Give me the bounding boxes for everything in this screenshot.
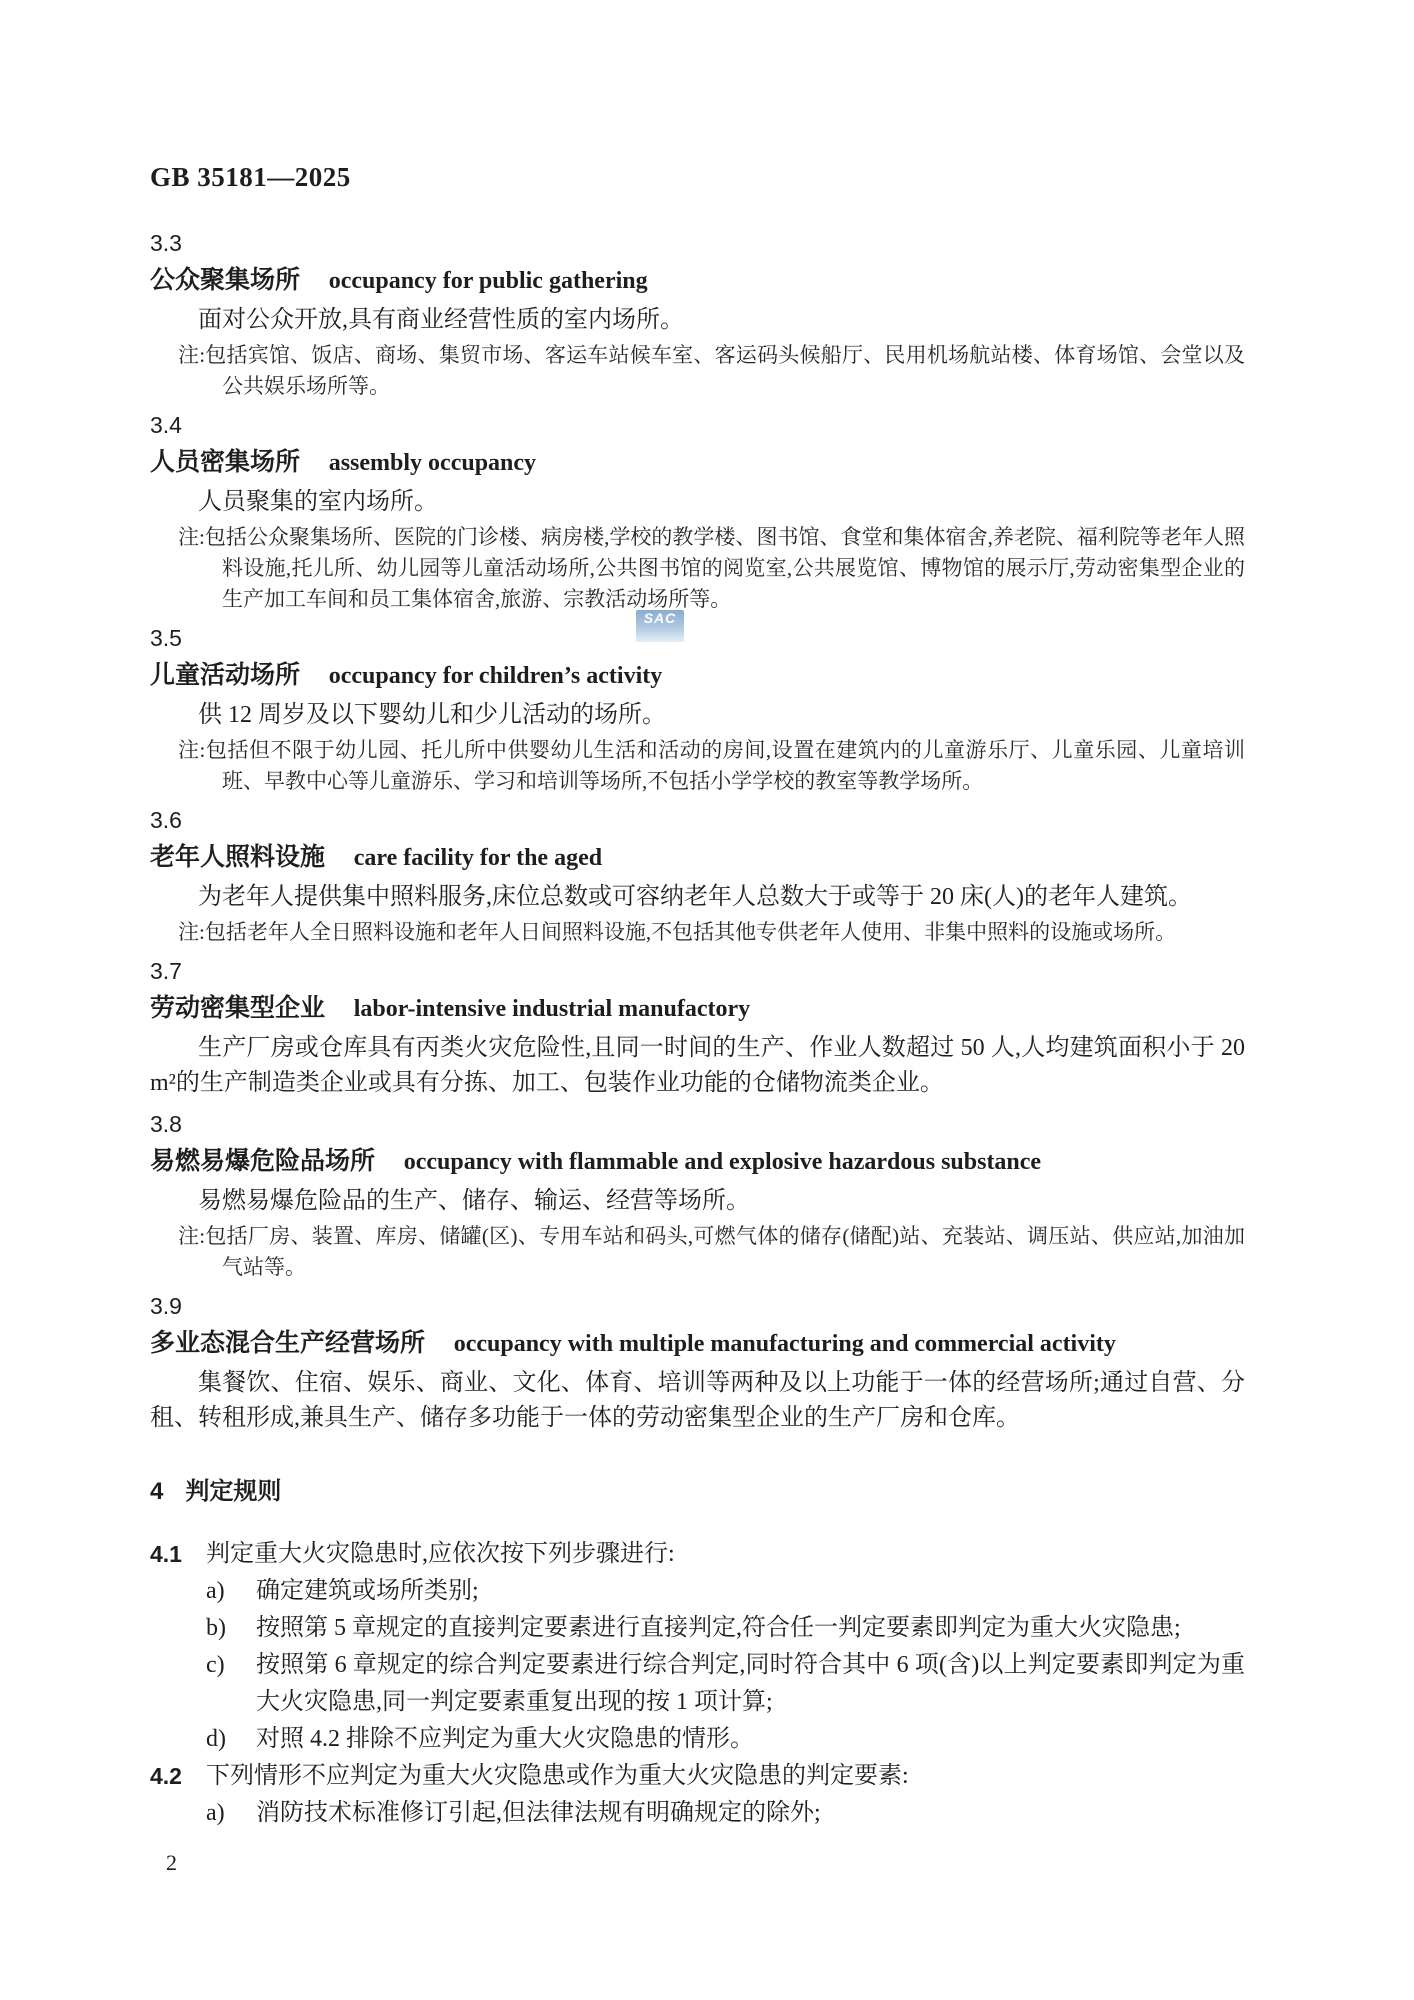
chapter-4-heading (150, 1474, 1245, 1510)
item-label: d) (206, 1726, 226, 1752)
clause-number: 4.1 (150, 1541, 182, 1567)
term-3-3 (150, 226, 1245, 402)
term-3-8 (150, 1107, 1245, 1283)
terms-section (150, 226, 1245, 1436)
item-text: 按照第 5 章规定的直接判定要素进行直接判定,符合任一判定要素即判定为重大火灾隐患; (256, 1615, 1181, 1641)
chapter-number: 4 (150, 1478, 164, 1505)
term-name-en: occupancy with multiple manufacturing and commercial activity (453, 1331, 1116, 1357)
term-note: 注:包括但不限于幼儿园、托儿所中供婴幼儿生活和活动的房间,设置在建筑内的儿童游乐厅、儿童乐园、儿童培训班、早教中心等儿童游乐、学习和培训等场所,不包括小学学校的教室等教学场所。 (178, 738, 1245, 793)
term-number: 3.3 (150, 230, 182, 256)
term-name-cn: 人员密集场所 (150, 448, 301, 476)
term-heading (150, 1323, 1245, 1366)
term-heading (150, 655, 1245, 698)
term-note: 注:包括公众聚集场所、医院的门诊楼、病房楼,学校的教学楼、图书馆、食堂和集体宿舍,养老院、福利院等老年人照料设施,托儿所、幼儿园等儿童活动场所,公共图书馆的阅览室,公共展览馆、博物馆的展示厅,劳动密集型企业的生产加工车间和员工集体宿舍,旅游、宗教活动场所等。 (178, 525, 1245, 611)
clause-head (150, 1758, 1245, 1795)
term-3-6 (150, 803, 1245, 948)
clause-items (206, 1795, 1245, 1832)
list-item-a (206, 1795, 1245, 1832)
term-definition: 供 12 周岁及以下婴幼儿和少儿活动的场所。 (198, 702, 666, 728)
chapter-title: 判定规则 (185, 1478, 282, 1505)
item-text: 确定建筑或场所类别; (256, 1578, 479, 1604)
term-name-en: care facility for the aged (353, 845, 603, 871)
page-content (150, 160, 1245, 1878)
term-3-7 (150, 954, 1245, 1101)
term-number: 3.9 (150, 1293, 182, 1319)
term-name-en: occupancy for children’s activity (328, 663, 663, 689)
item-label: c) (206, 1652, 225, 1678)
term-name-en: assembly occupancy (328, 450, 537, 476)
term-name-cn: 公众聚集场所 (150, 266, 301, 294)
term-3-9 (150, 1289, 1245, 1436)
term-number: 3.8 (150, 1111, 182, 1137)
term-name-cn: 老年人照料设施 (150, 843, 326, 871)
term-name-en: occupancy for public gathering (328, 268, 648, 294)
term-number: 3.4 (150, 412, 182, 438)
term-heading (150, 988, 1245, 1031)
list-item-c (206, 1647, 1245, 1721)
clause-items (206, 1573, 1245, 1758)
list-item-b (206, 1610, 1245, 1647)
item-label: a) (206, 1800, 225, 1826)
item-text: 按照第 6 章规定的综合判定要素进行综合判定,同时符合其中 6 项(含)以上判定要素即判定为重大火灾隐患,同一判定要素重复出现的按 1 项计算; (256, 1652, 1245, 1715)
term-name-cn: 儿童活动场所 (150, 661, 301, 689)
term-3-5 (150, 621, 1245, 797)
term-number: 3.7 (150, 958, 182, 984)
term-note: 注:包括宾馆、饭店、商场、集贸市场、客运车站候车室、客运码头候船厅、民用机场航站楼、体育场馆、会堂以及公共娱乐场所等。 (178, 343, 1245, 398)
term-3-4 (150, 408, 1245, 615)
term-heading (150, 260, 1245, 303)
sac-watermark-icon: SAC (636, 610, 684, 642)
term-heading (150, 1141, 1245, 1184)
term-note: 注:包括厂房、装置、库房、储罐(区)、专用车站和码头,可燃气体的储存(储配)站、充装站、调压站、供应站,加油加气站等。 (178, 1224, 1245, 1279)
item-label: a) (206, 1578, 225, 1604)
item-text: 消防技术标准修订引起,但法律法规有明确规定的除外; (256, 1800, 821, 1826)
list-item-a (206, 1573, 1245, 1610)
clause-text: 判定重大火灾隐患时,应依次按下列步骤进行: (206, 1541, 675, 1567)
term-note: 注:包括老年人全日照料设施和老年人日间照料设施,不包括其他专供老年人使用、非集中照料的设施或场所。 (178, 920, 1177, 944)
clause-head (150, 1536, 1245, 1573)
term-definition: 面对公众开放,具有商业经营性质的室内场所。 (198, 307, 684, 333)
term-definition: 人员聚集的室内场所。 (198, 489, 438, 515)
term-heading (150, 837, 1245, 880)
item-label: b) (206, 1615, 226, 1641)
term-name-en: occupancy with flammable and explosive hazardous substance (403, 1149, 1042, 1175)
clause-text: 下列情形不应判定为重大火灾隐患或作为重大火灾隐患的判定要素: (206, 1763, 909, 1789)
list-item-d (206, 1721, 1245, 1758)
clause-number: 4.2 (150, 1763, 182, 1789)
term-name-cn: 易燃易爆危险品场所 (150, 1147, 376, 1175)
term-name-cn: 劳动密集型企业 (150, 994, 326, 1022)
term-definition: 为老年人提供集中照料服务,床位总数或可容纳老年人总数大于或等于 20 床(人)的老年人建筑。 (198, 884, 1192, 910)
page-number: 2 (166, 1850, 177, 1875)
term-number: 3.6 (150, 807, 182, 833)
clause-4-2 (150, 1758, 1245, 1832)
term-heading (150, 442, 1245, 485)
term-definition: 易燃易爆危险品的生产、储存、输运、经营等场所。 (198, 1188, 750, 1214)
term-definition: 集餐饮、住宿、娱乐、商业、文化、体育、培训等两种及以上功能于一体的经营场所;通过自营、分租、转租形成,兼具生产、储存多功能于一体的劳动密集型企业的生产厂房和仓库。 (150, 1370, 1245, 1431)
term-number: 3.5 (150, 625, 182, 651)
term-name-en: labor-intensive industrial manufactory (353, 996, 751, 1022)
term-name-cn: 多业态混合生产经营场所 (150, 1329, 426, 1357)
term-definition: 生产厂房或仓库具有丙类火灾危险性,且同一时间的生产、作业人数超过 50 人,人均建筑面积小于 20 m²的生产制造类企业或具有分拣、加工、包装作业功能的仓储物流类企业。 (150, 1035, 1245, 1096)
clause-4-1 (150, 1536, 1245, 1758)
standard-code-header: GB 35181—2025 (150, 162, 351, 192)
item-text: 对照 4.2 排除不应判定为重大火灾隐患的情形。 (256, 1726, 754, 1752)
